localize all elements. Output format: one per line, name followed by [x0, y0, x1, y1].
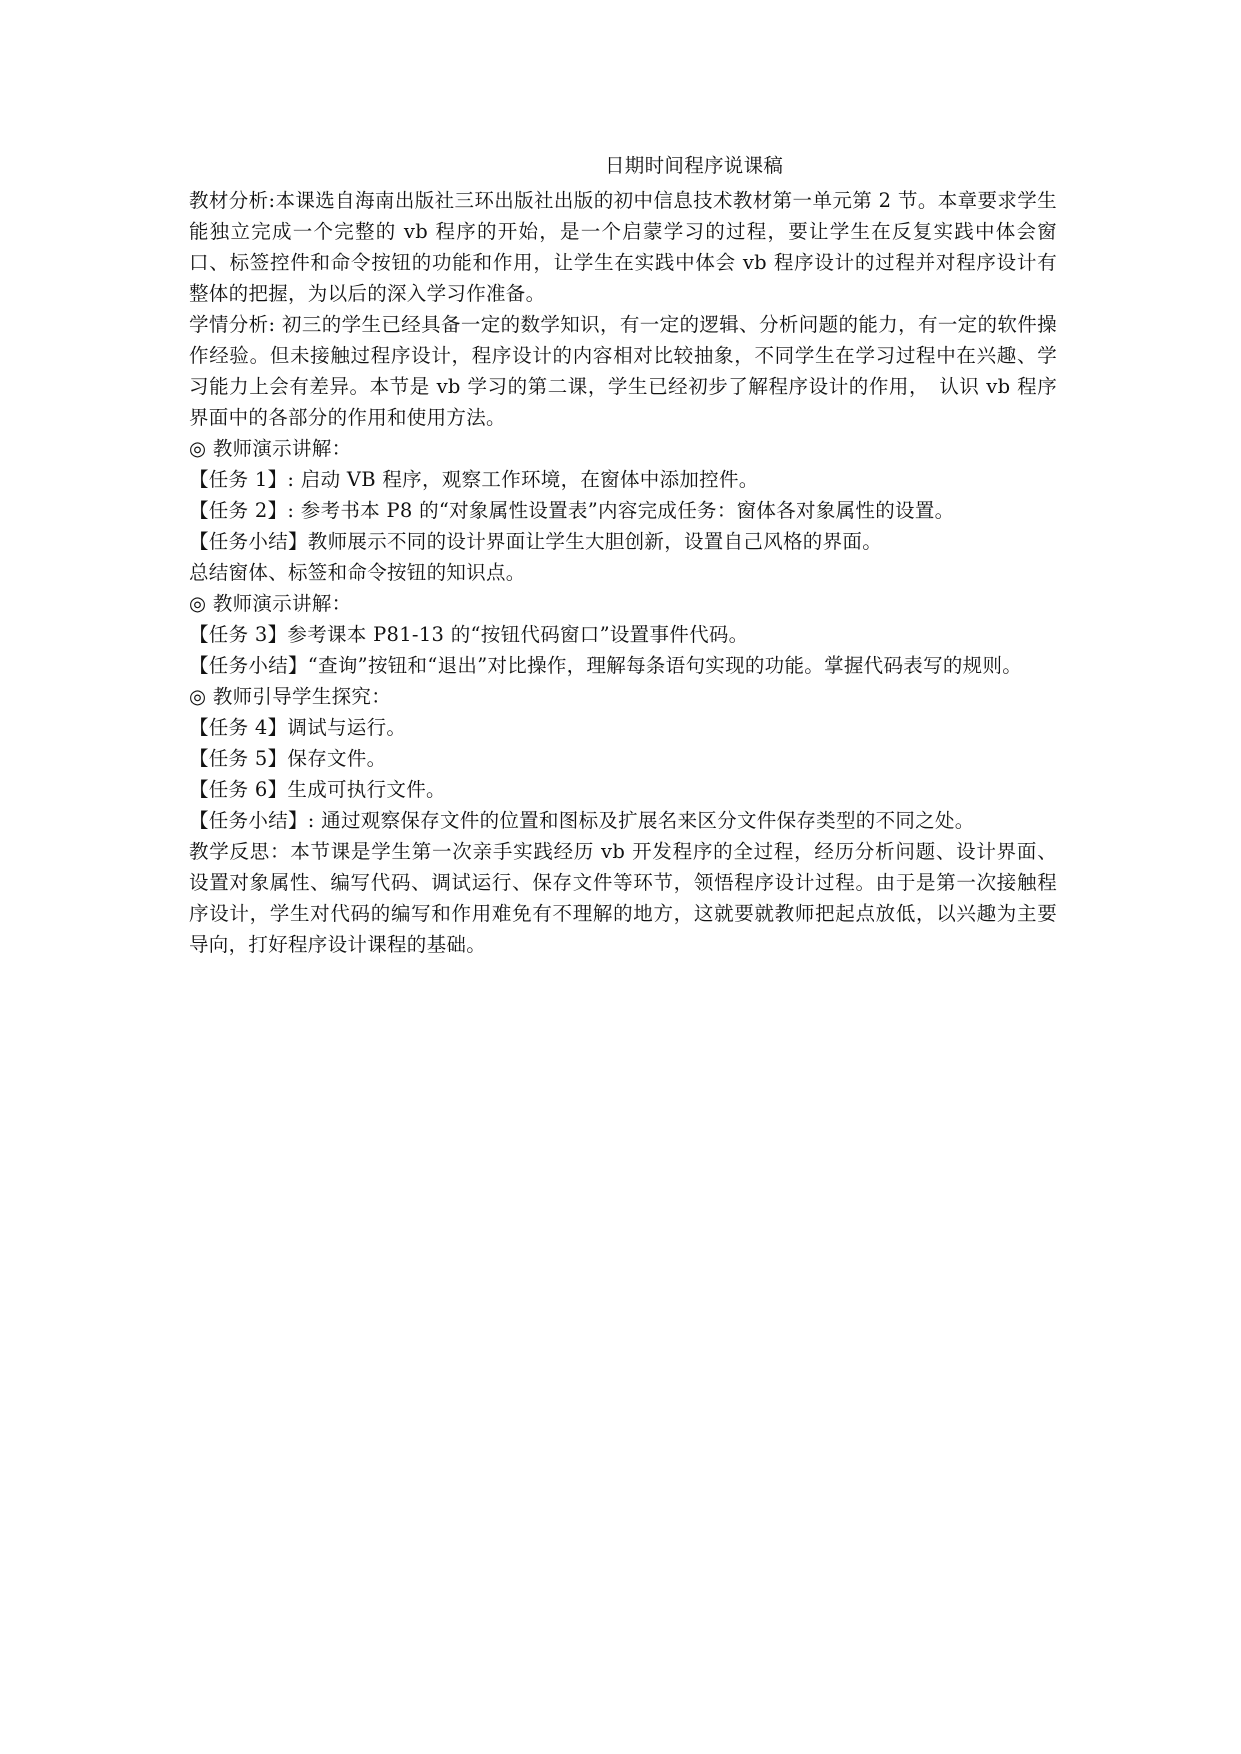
- task-summary-3: 【任务小结】: 通过观察保存文件的位置和图标及扩展名来区分文件保存类型的不同之处。: [189, 809, 975, 832]
- task-2: 【任务 2】: 参考书本 P8 的“对象属性设置表”内容完成任务：窗体各对象属性的设置。: [189, 499, 955, 522]
- document-title: 日期时间程序说课稿: [605, 154, 784, 177]
- task-summary-1: 【任务小结】教师展示不同的设计界面让学生大胆创新，设置自己风格的界面。: [189, 530, 883, 553]
- paragraph-student-analysis: 学情分析: 初三的学生已经具备一定的数学知识，有一定的逻辑、分析问题的能力，有一定的软件操作经验。但未接触过程序设计，程序设计的内容相对比较抽象，不同学生在学习过程中在兴趣、学习能力上会有差异。本节是 vb 学习的第二课，学生已经初步了解程序设计的作用， 认识 vb 程序界面中的各部分的作用和使用方法。: [189, 313, 1057, 429]
- task-4: 【任务 4】调试与运行。: [189, 716, 407, 739]
- paragraph-teaching-reflection: 教学反思：本节课是学生第一次亲手实践经历 vb 开发程序的全过程，经历分析问题、设计界面、设置对象属性、编写代码、调试运行、保存文件等环节，领悟程序设计过程。由于是第一次接触程序设计，学生对代码的编写和作用难免有不理解的地方，这就要就教师把起点放低，以兴趣为主要导向，打好程序设计课程的基础。: [189, 840, 1057, 956]
- task-1: 【任务 1】: 启动 VB 程序，观察工作环境，在窗体中添加控件。: [189, 468, 759, 491]
- task-summary-2: 【任务小结】“查询”按钮和“退出”对比操作，理解每条语句实现的功能。掌握代码表写的规则。: [189, 654, 1023, 677]
- section-heading-teacher-demo-1: ◎ 教师演示讲解：: [189, 437, 352, 460]
- paragraph-textbook-analysis: 教材分析:本课选自海南出版社三环出版社出版的初中信息技术教材第一单元第 2 节。本章要求学生能独立完成一个完整的 vb 程序的开始，是一个启蒙学习的过程，要让学生在反复实践中体会窗口、标签控件和命令按钮的功能和作用，让学生在实践中体会 vb 程序设计的过程并对程序设计有整体的把握，为以后的深入学习作准备。: [189, 189, 1057, 305]
- summary-line: 总结窗体、标签和命令按钮的知识点。: [189, 561, 526, 584]
- task-5: 【任务 5】保存文件。: [189, 747, 387, 770]
- document-body: [189, 150, 1057, 960]
- section-heading-student-exploration: ◎ 教师引导学生探究：: [189, 685, 392, 708]
- task-6: 【任务 6】生成可执行文件。: [189, 778, 446, 801]
- task-3: 【任务 3】参考课本 P81-13 的“按钮代码窗口”设置事件代码。: [189, 623, 749, 646]
- section-heading-teacher-demo-2: ◎ 教师演示讲解：: [189, 592, 352, 615]
